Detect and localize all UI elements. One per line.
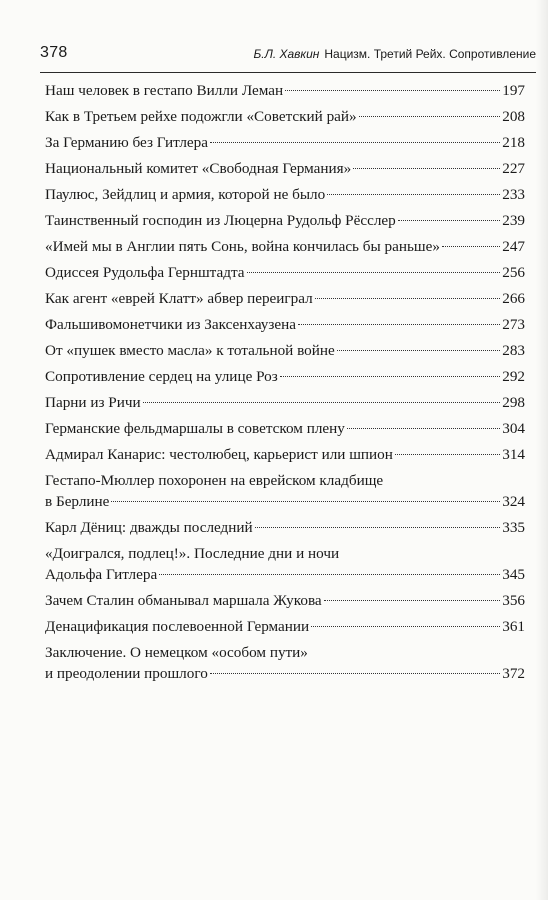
toc-entry-line	[45, 444, 525, 465]
page-edge-shadow	[536, 0, 548, 900]
toc-entry-title: Денацификация послевоенной Германии	[45, 618, 310, 635]
toc-entry	[45, 288, 525, 309]
dot-leader	[111, 501, 500, 502]
toc-entry-line	[45, 184, 525, 205]
toc-entry-line	[45, 80, 525, 101]
toc-entry	[45, 470, 525, 512]
running-head	[253, 47, 536, 61]
toc-entry-page: 256	[502, 264, 525, 281]
toc-entry-title-line: Заключение. О немецком «особом пути»	[45, 644, 308, 661]
dot-leader	[327, 194, 500, 195]
dot-leader	[398, 220, 500, 221]
toc-entry-page: 324	[502, 493, 525, 510]
dot-leader	[347, 428, 500, 429]
toc-entry	[45, 392, 525, 413]
dot-leader	[280, 376, 500, 377]
dot-leader	[442, 246, 500, 247]
toc-entry-title: Таинственный господин из Люцерна Рудольф Рёсслер	[45, 212, 396, 229]
toc-entry-line	[45, 288, 525, 309]
page-number: 378	[40, 44, 68, 61]
dot-leader	[337, 350, 500, 351]
toc-entry-title-line: Гестапо-Мюллер похоронен на еврейском кладбище	[45, 472, 384, 489]
toc-entry-line	[45, 418, 525, 439]
dot-leader	[159, 574, 500, 575]
toc-entry-title-line: «Доигрался, подлец!». Последние дни и ночи	[45, 545, 340, 562]
dot-leader	[353, 168, 500, 169]
dot-leader	[210, 673, 500, 674]
toc-entry-title: От «пушек вместо масла» к тотальной войне	[45, 342, 335, 359]
toc-entry	[45, 590, 525, 611]
toc-entry-page: 239	[502, 212, 525, 229]
running-head-title: Нацизм. Третий Рейх. Сопротивление	[324, 47, 536, 61]
toc-entry-page: 372	[502, 665, 525, 682]
dot-leader	[298, 324, 500, 325]
toc-entry-page: 218	[502, 134, 525, 151]
toc-entry-line	[45, 616, 525, 637]
table-of-contents	[45, 80, 525, 689]
toc-entry-title: Национальный комитет «Свободная Германия»	[45, 160, 352, 177]
toc-entry-page: 208	[502, 108, 525, 125]
running-head-author: Б.Л. Хавкин	[253, 47, 320, 61]
dot-leader	[210, 142, 500, 143]
toc-entry-line	[45, 517, 525, 538]
toc-entry	[45, 543, 525, 585]
toc-entry-title: «Имей мы в Англии пять Сонь, война кончилась бы раньше»	[45, 238, 440, 255]
toc-entry-title: и преодолении прошлого	[45, 665, 208, 682]
toc-entry	[45, 262, 525, 283]
toc-entry-line	[45, 262, 525, 283]
toc-entry	[45, 366, 525, 387]
dot-leader	[255, 527, 501, 528]
toc-entry-page: 345	[502, 566, 525, 583]
toc-entry-title: Как в Третьем рейхе подожгли «Советский рай»	[45, 108, 357, 125]
dot-leader	[285, 90, 500, 91]
toc-entry-page: 356	[502, 592, 525, 609]
toc-entry-page: 335	[502, 519, 525, 536]
toc-entry-title: Как агент «еврей Клатт» абвер переиграл	[45, 290, 313, 307]
toc-entry-line	[45, 590, 525, 611]
dot-leader	[324, 600, 501, 601]
toc-entry	[45, 642, 525, 684]
toc-entry-page: 247	[502, 238, 525, 255]
toc-entry-title: Фальшивомонетчики из Заксенхаузена	[45, 316, 296, 333]
toc-entry-page: 283	[502, 342, 525, 359]
toc-entry-line	[45, 663, 525, 684]
toc-entry	[45, 340, 525, 361]
toc-entry	[45, 616, 525, 637]
toc-entry-page: 314	[502, 446, 525, 463]
toc-entry-line	[45, 106, 525, 127]
toc-entry-title: Сопротивление сердец на улице Роз	[45, 368, 278, 385]
toc-entry	[45, 210, 525, 231]
toc-entry-line	[45, 491, 525, 512]
toc-entry	[45, 517, 525, 538]
toc-entry-line	[45, 132, 525, 153]
toc-entry	[45, 80, 525, 101]
toc-entry-page: 233	[502, 186, 525, 203]
toc-entry-line	[45, 314, 525, 335]
dot-leader	[143, 402, 501, 403]
toc-entry-title: Одиссея Рудольфа Гернштадта	[45, 264, 245, 281]
toc-entry	[45, 106, 525, 127]
toc-entry-page: 304	[502, 420, 525, 437]
toc-entry-page: 266	[502, 290, 525, 307]
toc-entry	[45, 444, 525, 465]
dot-leader	[315, 298, 501, 299]
toc-entry-line	[45, 564, 525, 585]
toc-entry-page: 298	[502, 394, 525, 411]
toc-entry-title: За Германию без Гитлера	[45, 134, 209, 151]
toc-entry-title: Адольфа Гитлера	[45, 566, 158, 583]
toc-entry	[45, 158, 525, 179]
toc-entry-page: 227	[502, 160, 525, 177]
toc-entry-page: 197	[502, 82, 525, 99]
toc-entry-title: Адмирал Канарис: честолюбец, карьерист или шпион	[45, 446, 393, 463]
page-header	[40, 44, 536, 73]
toc-entry-page: 292	[502, 368, 525, 385]
toc-entry-title: Наш человек в гестапо Вилли Леман	[45, 82, 284, 99]
toc-entry	[45, 314, 525, 335]
dot-leader	[395, 454, 500, 455]
toc-entry-title: Зачем Сталин обманывал маршала Жукова	[45, 592, 322, 609]
toc-entry	[45, 132, 525, 153]
toc-entry-title: в Берлине	[45, 493, 110, 510]
dot-leader	[247, 272, 501, 273]
toc-entry-title: Паулюс, Зейдлиц и армия, которой не было	[45, 186, 326, 203]
toc-entry-page: 361	[502, 618, 525, 635]
toc-entry-line	[45, 210, 525, 231]
dot-leader	[311, 626, 500, 627]
toc-entry	[45, 418, 525, 439]
toc-entry	[45, 184, 525, 205]
toc-entry-title: Германские фельдмаршалы в советском плену	[45, 420, 345, 437]
toc-entry	[45, 236, 525, 257]
toc-entry-page: 273	[502, 316, 525, 333]
toc-entry-line	[45, 158, 525, 179]
dot-leader	[359, 116, 501, 117]
toc-entry-line	[45, 340, 525, 361]
toc-entry-line	[45, 366, 525, 387]
toc-entry-title: Парни из Ричи	[45, 394, 141, 411]
toc-entry-title: Карл Дёниц: дважды последний	[45, 519, 253, 536]
toc-entry-line	[45, 392, 525, 413]
toc-entry-line	[45, 236, 525, 257]
